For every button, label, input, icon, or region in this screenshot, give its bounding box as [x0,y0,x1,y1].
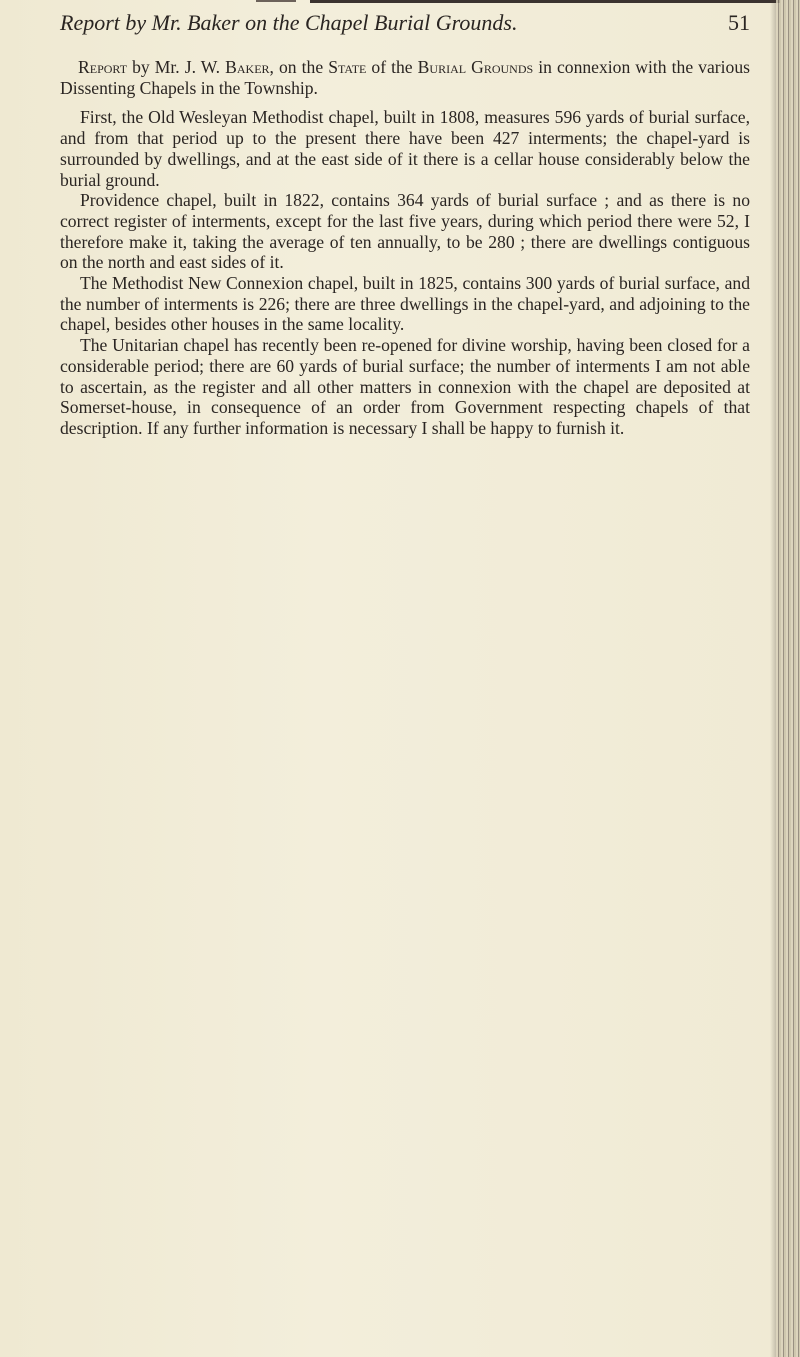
report-heading [60,57,750,98]
paragraph-old-wesleyan: First, the Old Wesleyan Methodist chapel, built in 1808, measures 596 yards of burial surface, and from that period up to the present there have been 427 interments; the chapel-yard is surrounded by dwellings, and at the east side of it there is a cellar house considerably below the burial ground. [60,107,750,190]
heading-text-rest: in connexion with the various Dissenting Chapels in the Township. [60,57,750,98]
top-rule [310,0,780,3]
heading-text-on-the: , on the [269,57,329,77]
running-head-title: Report by Mr. Baker on the Chapel Burial Grounds. [60,10,518,35]
heading-smallcaps-baker: Baker [225,57,270,77]
heading-smallcaps-burial-grounds: Burial Grounds [417,57,534,77]
paragraph-unitarian: The Unitarian chapel has recently been re-opened for divine worship, having been closed for a considerable period; there are 60 yards of burial surface; the number of interments I am not able to ascertain, as the register and all other matters in connexion with the chapel are deposited at Somerset-house, in consequence of an order from Government respecting chapels of that description. If any further information is necessary I shall be happy to furnish it. [60,335,750,438]
heading-text-of-the: of the [366,57,418,77]
top-rule-fragment [256,0,296,2]
paragraph-providence: Providence chapel, built in 1822, contains 364 yards of burial surface ; and as there is no correct register of interments, except for the last five years, during which period there were 52, I therefore make it, taking the average of ten annually, to be 280 ; there are dwellings contiguous on the north and east sides of it. [60,190,750,273]
heading-smallcaps-state: State [328,57,367,77]
running-head [60,10,760,40]
paragraph-methodist-new-connexion: The Methodist New Connexion chapel, built in 1825, contains 300 yards of burial surface, and the number of interments is 226; there are three dwellings in the chapel-yard, and adjoining to the chapel, besides other houses in the same locality. [60,273,750,335]
report-body [60,57,750,439]
page-number: 51 [728,10,750,35]
heading-text-author: by Mr. J. W. [127,57,226,77]
book-binding-edge [776,0,800,1357]
heading-smallcaps-report: Report [78,57,128,77]
